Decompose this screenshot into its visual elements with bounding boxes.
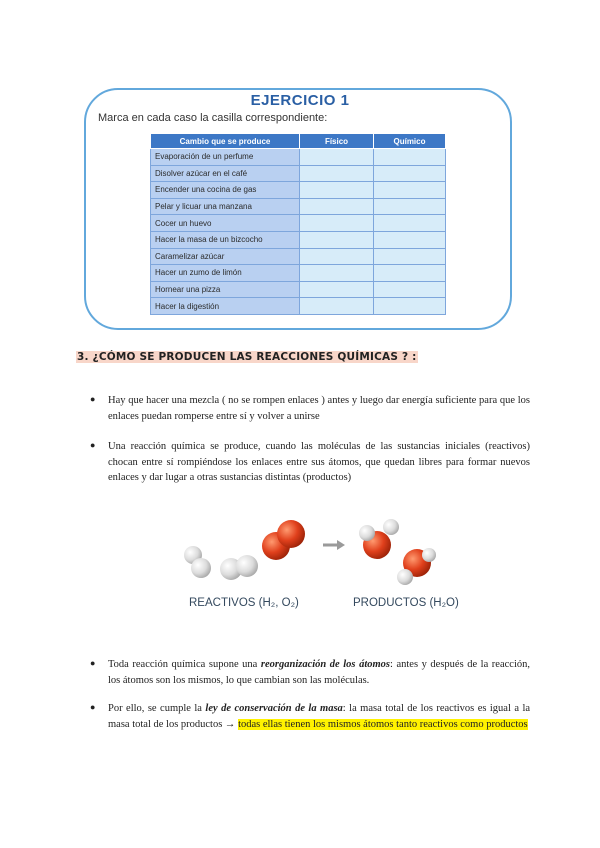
physical-checkbox-cell[interactable] (300, 265, 374, 282)
row-label: Evaporación de un perfume (151, 149, 300, 166)
emphasis-text: ley de conservación de la masa (205, 703, 343, 714)
table-row (151, 215, 446, 232)
table-row (151, 165, 446, 182)
bullet-icon: ● (90, 702, 96, 712)
paragraph-collision: Una reacción química se produce, cuando las moléculas de las sustancias iniciales (reactivos) chocan entre sí rompiéndose los enlaces entre sus átomos, que quedan libres para formar nuevos enlaces y dar lugar a otras sustancias distintas (productos) (108, 441, 530, 483)
exercise-title: EJERCICIO 1 (250, 92, 350, 109)
physical-checkbox-cell[interactable] (300, 182, 374, 199)
row-label: Hornear una pizza (151, 281, 300, 298)
chemical-checkbox-cell[interactable] (374, 182, 446, 199)
row-label: Hacer la masa de un bizcocho (151, 231, 300, 248)
hydrogen-molecule-icon (184, 546, 211, 578)
text-run: : la masa total de los reactivos es igual a la masa total de los productos → (108, 703, 531, 730)
chemical-checkbox-cell[interactable] (374, 165, 446, 182)
table-row (151, 231, 446, 248)
row-label: Pelar y licuar una manzana (151, 198, 300, 215)
table-row (151, 149, 446, 166)
table-header-row (151, 134, 446, 149)
chemical-checkbox-cell[interactable] (374, 248, 446, 265)
physical-checkbox-cell[interactable] (300, 198, 374, 215)
reactants-label: REACTIVOS (H₂, O₂) (189, 597, 299, 609)
paragraph-reorganization (108, 657, 530, 688)
header-physical: Físico (300, 134, 374, 149)
table-row (151, 281, 446, 298)
text-run: : antes y después de la reacción, los átomos son los mismos, lo que cambian son las moléculas. (108, 659, 530, 686)
paragraph-conservation (108, 701, 530, 732)
row-label: Caramelizar azúcar (151, 248, 300, 265)
text-run: Por ello, se cumple la (108, 703, 206, 714)
reaction-arrow-icon (323, 540, 345, 550)
physical-checkbox-cell[interactable] (300, 231, 374, 248)
chemical-checkbox-cell[interactable] (374, 231, 446, 248)
row-label: Hacer un zumo de limón (151, 265, 300, 282)
reaction-diagram (165, 513, 459, 621)
bullet-icon: ● (90, 394, 96, 404)
table-row (151, 182, 446, 199)
row-label: Encender una cocina de gas (151, 182, 300, 199)
physical-checkbox-cell[interactable] (300, 281, 374, 298)
chemical-checkbox-cell[interactable] (374, 215, 446, 232)
paragraph-mixture: Hay que hacer una mezcla ( no se rompen enlaces ) antes y luego dar energía suficiente para que los enlaces puedan romperse entre sí y volver a unirse (108, 395, 530, 422)
table-row (151, 265, 446, 282)
chemical-checkbox-cell[interactable] (374, 198, 446, 215)
physical-checkbox-cell[interactable] (300, 149, 374, 166)
bullet-icon: ● (90, 658, 96, 668)
text-run: Toda reacción química supone una (108, 659, 261, 670)
chemical-checkbox-cell[interactable] (374, 149, 446, 166)
chemical-checkbox-cell[interactable] (374, 281, 446, 298)
exercise-table (150, 133, 446, 315)
physical-checkbox-cell[interactable] (300, 248, 374, 265)
chemical-checkbox-cell[interactable] (374, 265, 446, 282)
header-change: Cambio que se produce (151, 134, 300, 149)
oxygen-molecule-icon (262, 520, 305, 560)
table-row (151, 198, 446, 215)
header-chemical: Químico (374, 134, 446, 149)
hydrogen-molecule-icon (220, 555, 258, 580)
products-label: PRODUCTOS (H₂O) (353, 597, 459, 609)
highlighted-text: todas ellas tienen los mismos átomos tanto reactivos como productos (238, 718, 528, 730)
physical-checkbox-cell[interactable] (300, 165, 374, 182)
exercise-instruction: Marca en cada caso la casilla correspondiente: (98, 112, 328, 124)
physical-checkbox-cell[interactable] (300, 298, 374, 315)
row-label: Disolver azúcar en el café (151, 165, 300, 182)
water-molecule-icon (359, 519, 399, 559)
row-label: Hacer la digestión (151, 298, 300, 315)
emphasis-text: reorganización de los átomos (260, 659, 390, 670)
water-molecule-icon (397, 548, 436, 585)
chemical-checkbox-cell[interactable] (374, 298, 446, 315)
table-row (151, 248, 446, 265)
table-row (151, 298, 446, 315)
bullet-icon: ● (90, 440, 96, 450)
row-label: Cocer un huevo (151, 215, 300, 232)
section-title: 3. ¿CÓMO SE PRODUCEN LAS REACCIONES QUÍMICAS ? : (77, 351, 417, 363)
physical-checkbox-cell[interactable] (300, 215, 374, 232)
